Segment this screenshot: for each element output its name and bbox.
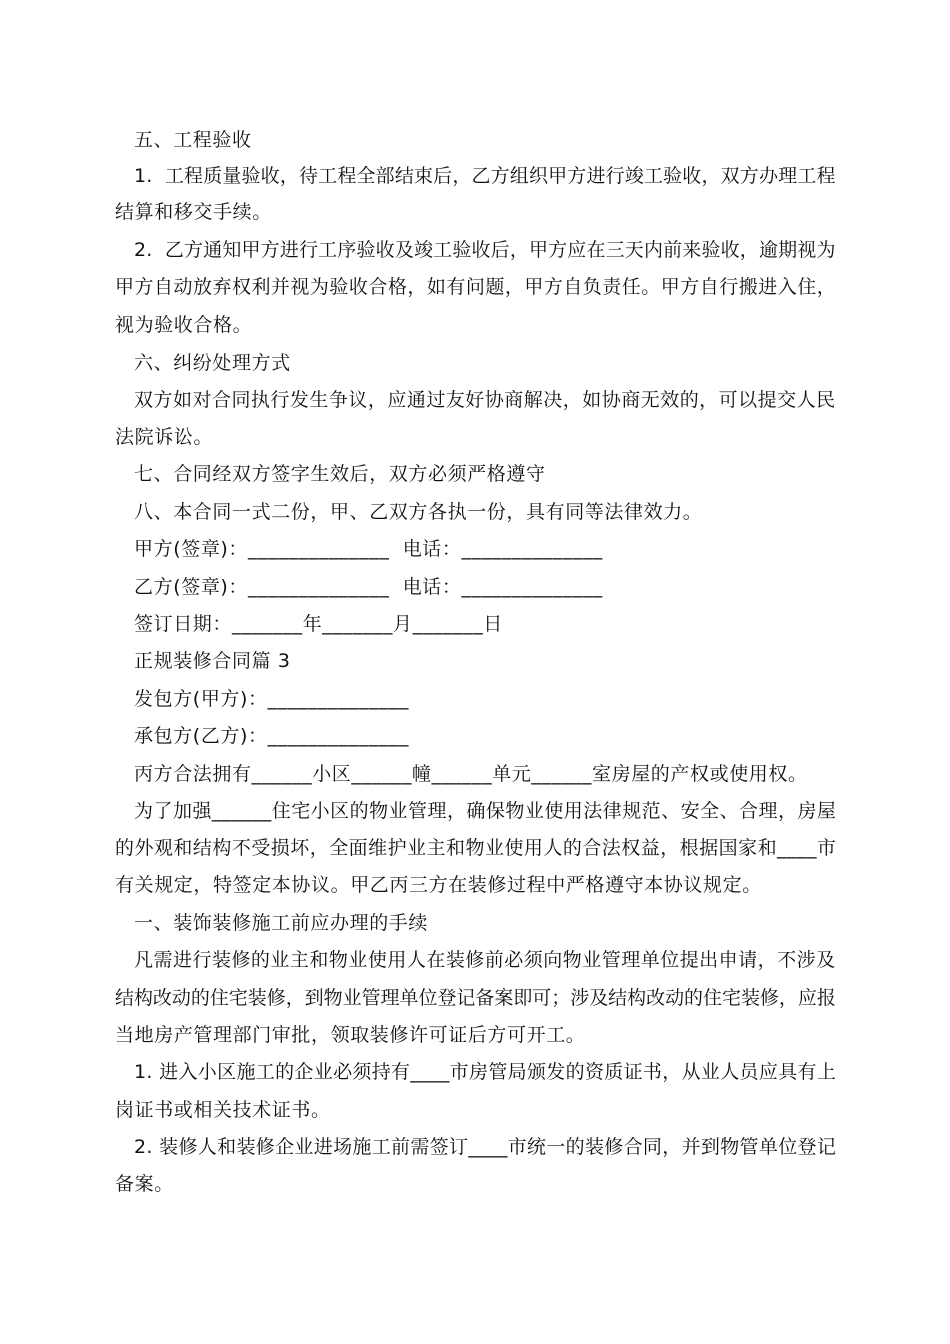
contractor-line: 承包方(乙方)：______________: [134, 725, 410, 747]
section-heading-acceptance: 五、工程验收: [134, 129, 252, 151]
signature-line-party-b: 乙方(签章)：______________ 电话：______________: [134, 576, 603, 598]
paragraph-line: 1. 工程质量验收，待工程全部结束后，乙方组织甲方进行竣工验收，双方办理工程: [134, 165, 836, 187]
employer-line: 发包方(甲方)：______________: [134, 688, 410, 710]
contract-title: 正规装修合同篇 3: [134, 650, 291, 672]
paragraph-line: 为了加强______住宅小区的物业管理，确保物业使用法律规范、安全、合理，房屋: [134, 800, 837, 822]
paragraph-line: 2. 乙方通知甲方进行工序验收及竣工验收后，甲方应在三天内前来验收，逾期视为: [134, 239, 836, 261]
paragraph-line: 凡需进行装修的业主和物业使用人在装修前必须向物业管理单位提出申请，不涉及: [134, 949, 836, 971]
paragraph-line: 双方如对合同执行发生争议，应通过友好协商解决，如协商无效的，可以提交人民: [134, 389, 836, 411]
paragraph-line: 的外观和结构不受损坏，全面维护业主和物业使用人的合法权益，根据国家和____市: [115, 837, 837, 859]
paragraph-line: 有关规定，特签定本协议。甲乙丙三方在装修过程中严格遵守本协议规定。: [115, 874, 762, 896]
section-heading-copies: 八、本合同一式二份，甲、乙双方各执一份，具有同等法律效力。: [134, 501, 703, 523]
paragraph-line: 2. 装修人和装修企业进场施工前需签订____市统一的装修合同，并到物管单位登记: [134, 1136, 837, 1158]
section-heading-disputes: 六、纠纷处理方式: [134, 352, 291, 374]
paragraph-line: 1. 进入小区施工的企业必须持有____市房管局颁发的资质证书，从业人员应具有上: [134, 1061, 837, 1083]
section-heading-effect: 七、合同经双方签字生效后，双方必须严格遵守: [134, 463, 546, 485]
paragraph-line: 备案。: [115, 1173, 174, 1195]
paragraph-line: 岗证书或相关技术证书。: [115, 1099, 331, 1121]
signing-date-line: 签订日期：_______年_______月_______日: [134, 613, 503, 635]
section-heading-procedures: 一、装饰装修施工前应办理的手续: [134, 912, 429, 934]
paragraph-line: 法院诉讼。: [115, 426, 214, 448]
paragraph-line: 甲方自动放弃权利并视为验收合格，如有问题，甲方自负责任。甲方自行搬进入住，: [115, 276, 837, 298]
paragraph-line: 视为验收合格。: [115, 314, 253, 336]
signature-line-party-a: 甲方(签章)：______________ 电话：______________: [134, 538, 603, 560]
paragraph-line: 结构改动的住宅装修，到物业管理单位登记备案即可；涉及结构改动的住宅装修，应报: [115, 987, 836, 1009]
paragraph-line: 结算和移交手续。: [115, 201, 272, 223]
paragraph-line: 当地房产管理部门审批，领取装修许可证后方可开工。: [115, 1024, 586, 1046]
paragraph-line: 丙方合法拥有______小区______幢______单元______室房屋的产权或使用权。: [134, 763, 808, 785]
